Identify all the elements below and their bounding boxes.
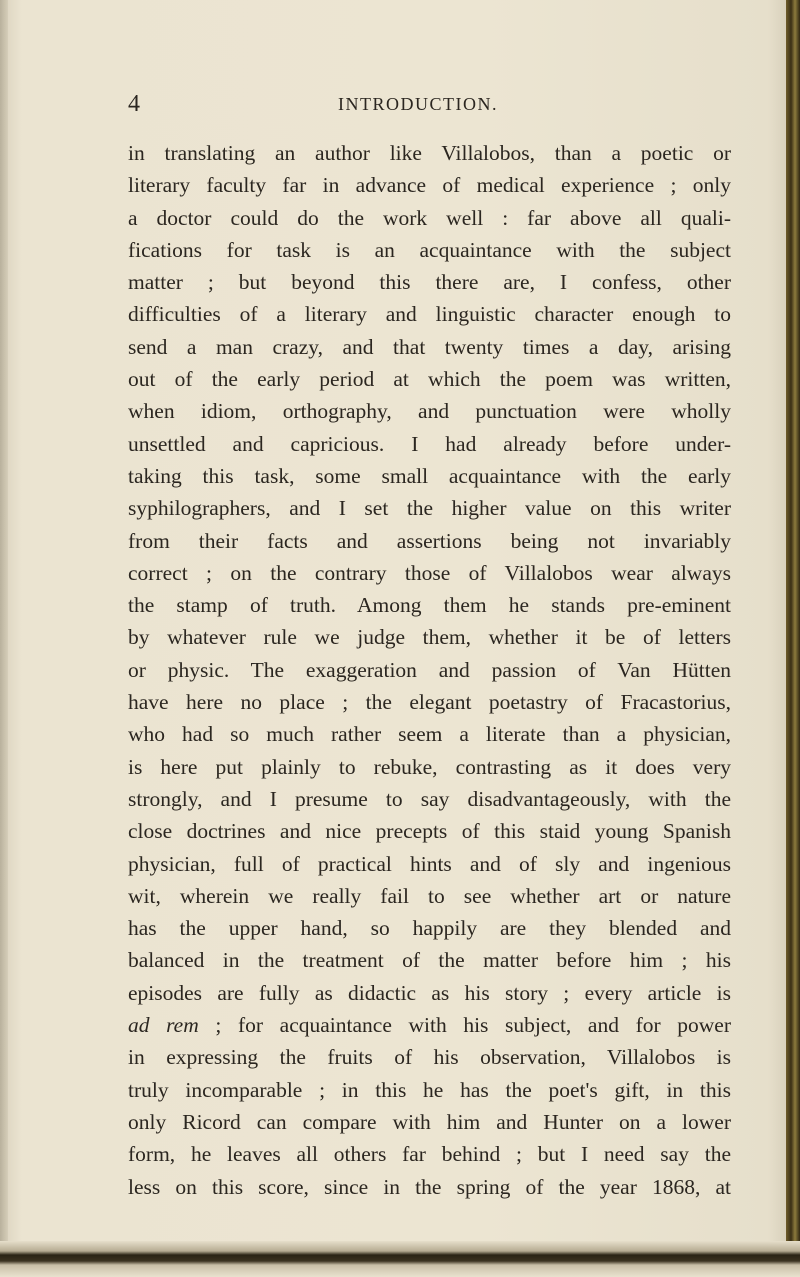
text-line: unsettled and capricious. I had already before under- — [128, 431, 731, 456]
text-line: who had so much rather seem a literate than a physician, — [128, 722, 731, 747]
text-line: balanced in the treatment of the matter before him ; his — [128, 948, 731, 973]
text-line: the stamp of truth. Among them he stands pre-eminent — [128, 593, 731, 618]
text-line: in expressing the fruits of his observation, Villalobos is — [128, 1045, 731, 1070]
text-line: from their facts and assertions being not invariably — [128, 528, 731, 553]
page-left-edge — [0, 0, 8, 1277]
text-line: syphilographers, and I set the higher value on this writer — [128, 496, 731, 521]
text-line: out of the early period at which the poem was written, — [128, 367, 731, 392]
body-text — [128, 137, 731, 1203]
page-header — [128, 92, 728, 116]
text-line: has the upper hand, so happily are they blended and — [128, 916, 731, 941]
text-line: less on this score, since in the spring of the year 1868, at — [128, 1174, 731, 1199]
text-line: fications for task is an acquaintance with the subject — [128, 237, 731, 262]
text-line: difficulties of a literary and linguistic character enough to — [128, 302, 731, 327]
text-line: episodes are fully as didactic as his story ; every article is — [128, 980, 731, 1005]
page-bottom-edge — [0, 1241, 800, 1277]
text-line: a doctor could do the work well : far above all quali- — [128, 205, 731, 230]
text-line: in translating an author like Villalobos, than a poetic or — [128, 141, 731, 165]
text-line: or physic. The exaggeration and passion of Van Hütten — [128, 657, 731, 682]
text-line: taking this task, some small acquaintance with the early — [128, 463, 731, 488]
text-line: physician, full of practical hints and of sly and ingenious — [128, 851, 731, 876]
text-line: by whatever rule we judge them, whether it be of letters — [128, 625, 731, 650]
text-line: form, he leaves all others far behind ; but I need say the — [128, 1142, 731, 1167]
text-line: strongly, and I presume to say disadvantageously, with the — [128, 786, 731, 811]
text-line: truly incomparable ; in this he has the poet's gift, in this — [128, 1077, 731, 1102]
text-line: when idiom, orthography, and punctuation were wholly — [128, 399, 731, 424]
text-line: is here put plainly to rebuke, contrasting as it does very — [128, 754, 731, 779]
text-line: ad rem ; for acquaintance with his subject, and for power — [128, 1013, 731, 1038]
text-line: send a man crazy, and that twenty times a day, arising — [128, 334, 731, 359]
text-line: correct ; on the contrary those of Villalobos wear always — [128, 560, 731, 585]
running-title: INTRODUCTION. — [338, 94, 498, 114]
text-line: matter ; but beyond this there are, I confess, other — [128, 270, 731, 295]
text-line: literary faculty far in advance of medical experience ; only — [128, 173, 731, 198]
text-line: wit, wherein we really fail to see whether art or nature — [128, 883, 731, 908]
text-line: have here no place ; the elegant poetastry of Fracastorius, — [128, 690, 731, 715]
text-line: close doctrines and nice precepts of this staid young Spanish — [128, 819, 731, 844]
page-number: 4 — [128, 91, 140, 117]
book-binding-edge — [786, 0, 800, 1277]
text-line: only Ricord can compare with him and Hunter on a lower — [128, 1109, 731, 1134]
